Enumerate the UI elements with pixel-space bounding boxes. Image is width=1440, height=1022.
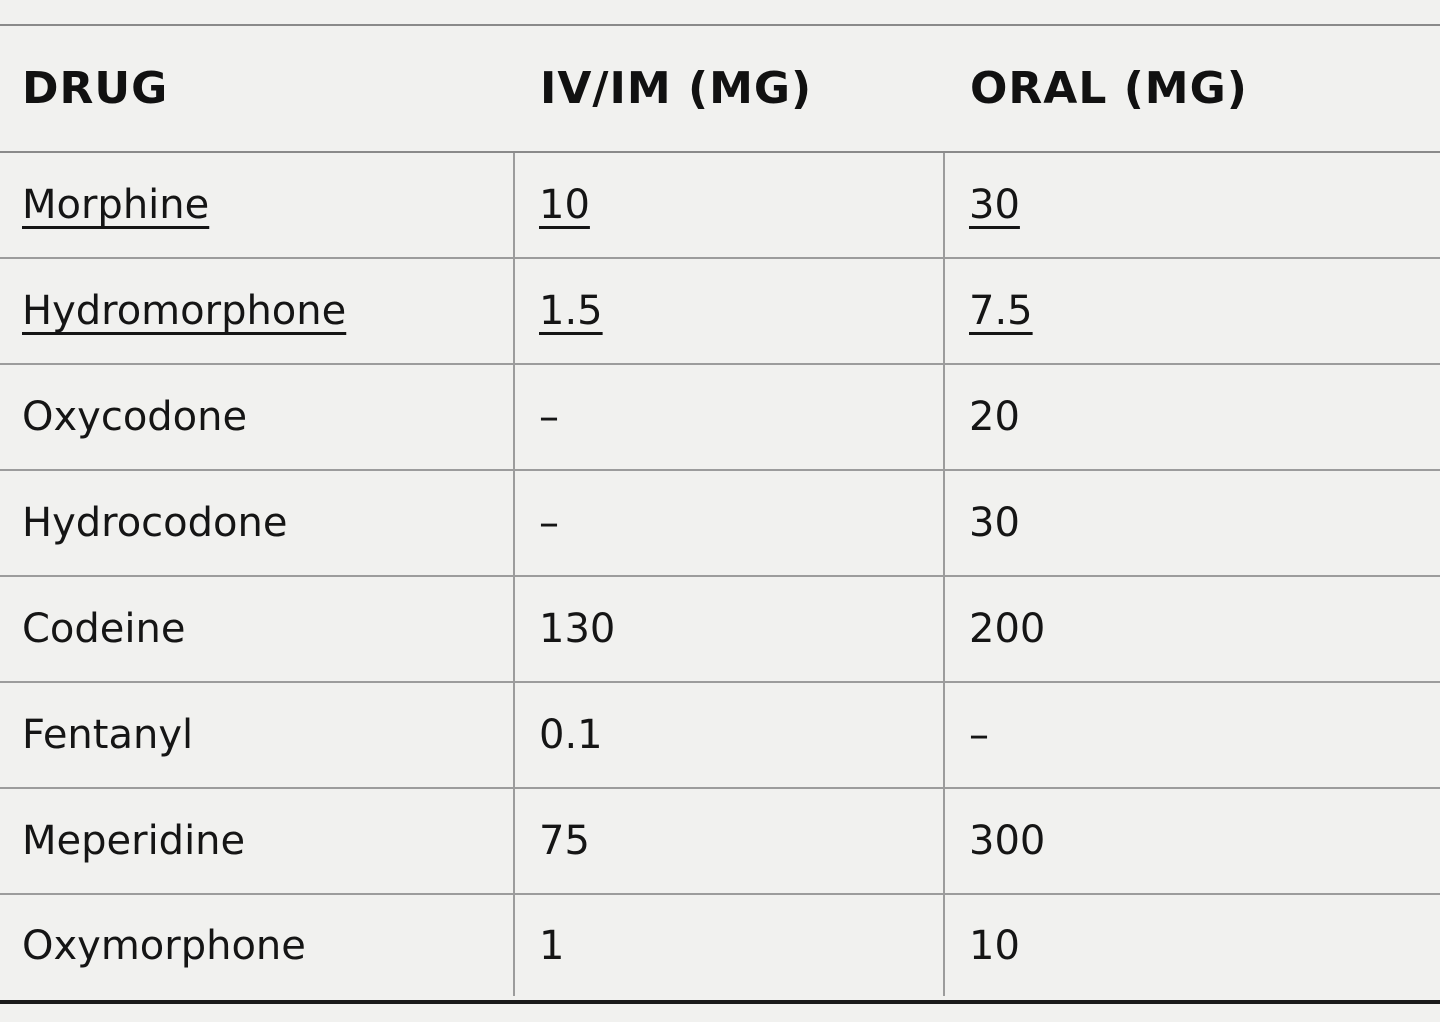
oral-dose-cell-text: 200 <box>969 606 1046 652</box>
table-header <box>0 26 1440 152</box>
oral-dose-cell <box>944 258 1440 364</box>
drug-cell <box>0 682 514 788</box>
iv-im-dose-cell-text: 10 <box>539 182 590 228</box>
iv-im-dose-cell <box>514 894 944 996</box>
drug-cell-text: Hydromorphone <box>22 288 347 334</box>
header-iv-im: IV/IM (MG) <box>514 26 944 152</box>
table-body <box>0 152 1440 996</box>
table-row <box>0 576 1440 682</box>
iv-im-dose-cell <box>514 682 944 788</box>
oral-dose-cell <box>944 576 1440 682</box>
oral-dose-cell-text: 7.5 <box>969 288 1033 334</box>
iv-im-dose-cell <box>514 258 944 364</box>
table-row <box>0 470 1440 576</box>
header-drug: DRUG <box>0 26 514 152</box>
drug-cell <box>0 576 514 682</box>
drug-cell-text: Fentanyl <box>22 712 194 758</box>
oral-dose-cell <box>944 152 1440 258</box>
iv-im-dose-cell-text: – <box>539 394 559 440</box>
drug-cell <box>0 788 514 894</box>
opioid-dose-table <box>0 26 1440 996</box>
iv-im-dose-cell-text: 130 <box>539 606 616 652</box>
iv-im-dose-cell <box>514 364 944 470</box>
oral-dose-cell-text: 20 <box>969 394 1020 440</box>
drug-cell <box>0 894 514 996</box>
oral-dose-cell-text: 300 <box>969 818 1046 864</box>
oral-dose-cell <box>944 364 1440 470</box>
oral-dose-cell-text: – <box>969 712 989 758</box>
oral-dose-cell <box>944 682 1440 788</box>
oral-dose-cell-text: 10 <box>969 922 1020 969</box>
drug-cell-text: Morphine <box>22 182 210 228</box>
oral-dose-cell <box>944 894 1440 996</box>
table-row <box>0 364 1440 470</box>
drug-cell-text: Hydrocodone <box>22 500 288 546</box>
iv-im-dose-cell <box>514 788 944 894</box>
table-row <box>0 682 1440 788</box>
header-oral: ORAL (MG) <box>944 26 1440 152</box>
table-row <box>0 894 1440 996</box>
drug-cell-text: Meperidine <box>22 818 246 864</box>
drug-cell-text: Codeine <box>22 606 186 652</box>
iv-im-dose-cell <box>514 152 944 258</box>
drug-cell <box>0 152 514 258</box>
iv-im-dose-cell-text: – <box>539 500 559 546</box>
oral-dose-cell <box>944 470 1440 576</box>
drug-cell-text: Oxymorphone <box>22 922 306 969</box>
iv-im-dose-cell-text: 0.1 <box>539 712 603 758</box>
table-row <box>0 152 1440 258</box>
table-row <box>0 258 1440 364</box>
drug-cell-text: Oxycodone <box>22 394 248 440</box>
header-row <box>0 26 1440 152</box>
oral-dose-cell <box>944 788 1440 894</box>
iv-im-dose-cell <box>514 470 944 576</box>
drug-cell <box>0 258 514 364</box>
bottom-rule <box>0 1000 1440 1004</box>
oral-dose-cell-text: 30 <box>969 182 1020 228</box>
drug-cell <box>0 470 514 576</box>
iv-im-dose-cell <box>514 576 944 682</box>
iv-im-dose-cell-text: 75 <box>539 818 590 864</box>
table-row <box>0 788 1440 894</box>
iv-im-dose-cell-text: 1.5 <box>539 288 603 334</box>
drug-cell <box>0 364 514 470</box>
oral-dose-cell-text: 30 <box>969 500 1020 546</box>
iv-im-dose-cell-text: 1 <box>539 922 565 969</box>
